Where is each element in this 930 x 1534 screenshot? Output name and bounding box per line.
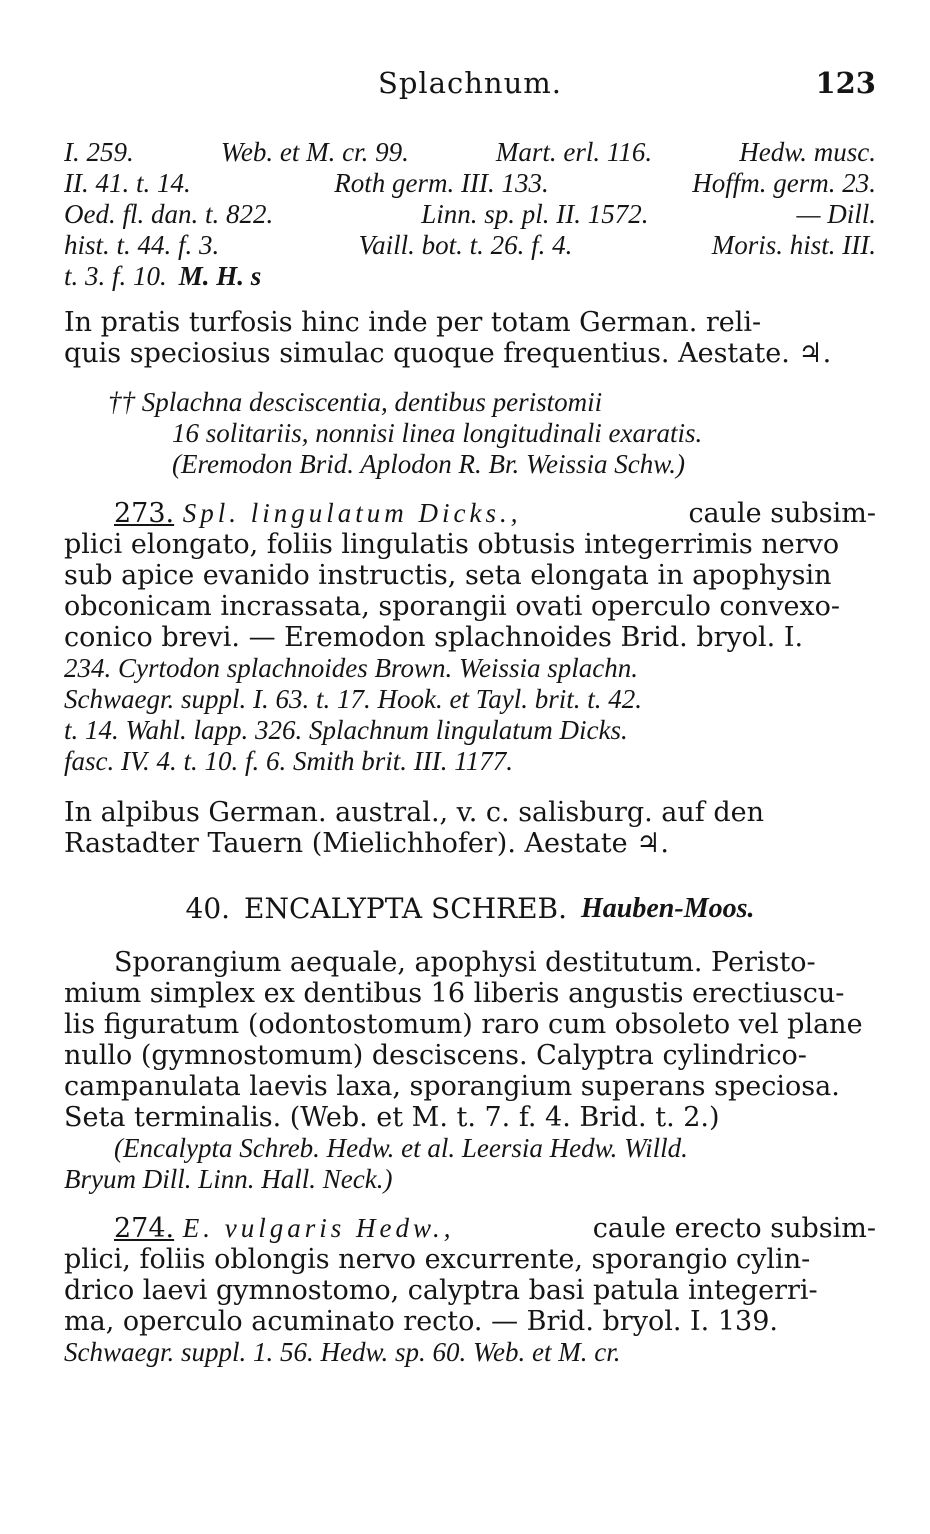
handwritten-mark: M. H. s bbox=[178, 261, 262, 291]
text-line: In alpibus German. austral., v. c. salisburg. auf den bbox=[64, 797, 765, 828]
text-line: mium simplex ex dentibus 16 liberis angustis erectiuscu- bbox=[64, 978, 845, 1009]
section-description bbox=[64, 387, 876, 480]
text-line: †† Splachna desciscentia, dentibus peristomii bbox=[108, 387, 603, 417]
text-line: fasc. IV. 4. t. 10. f. 6. Smith brit. III. 1177. bbox=[64, 746, 513, 776]
text-line: nullo (gymnostomum) desciscens. Calyptra cylindrico- bbox=[64, 1040, 807, 1071]
text-line: 234. Cyrtodon splachnoides Brown. Weissia splachn. bbox=[64, 653, 639, 683]
text-line: Bryum Dill. Linn. Hall. Neck.) bbox=[64, 1164, 393, 1194]
locality-paragraph bbox=[64, 797, 876, 859]
text-line: t. 14. Wahl. lapp. 326. Splachnum lingulatum Dicks. bbox=[64, 715, 628, 745]
text-line: Schwaegr. suppl. I. 63. t. 17. Hook. et Tayl. brit. t. 42. bbox=[64, 684, 642, 714]
text-line: Rastadter Tauern (Mielichhofer). Aestate ♃. bbox=[64, 828, 669, 859]
text-line: lis figuratum (odontostomum) raro cum obsoleto vel plane bbox=[64, 1009, 863, 1040]
text-line: campanulata laevis laxa, sporangium superans speciosa. bbox=[64, 1071, 840, 1102]
text-line: plici, foliis oblongis nervo excurrente, sporangio cylin- bbox=[64, 1244, 811, 1275]
text-line: ma, operculo acuminato recto. — Brid. bryol. I. 139. bbox=[64, 1306, 778, 1337]
text-line: drico laevi gymnostomo, calyptra basi patula integerri- bbox=[64, 1275, 818, 1306]
genus-number: 40. bbox=[185, 892, 231, 925]
text-line: Sporangium aequale, apophysi destitutum. Peristo- bbox=[114, 947, 816, 978]
habitat-paragraph bbox=[64, 307, 876, 369]
running-head: Splachnum. bbox=[378, 66, 562, 100]
species-entry-273 bbox=[64, 498, 876, 777]
text-line: hist. t. 44. f. 3. Vaill. bot. t. 26. f. 4. Moris. hist. III. bbox=[64, 230, 876, 260]
species-name: Spl. lingulatum Dicks., bbox=[182, 498, 522, 528]
page-number: 123 bbox=[815, 66, 876, 100]
species-name: E. vulgaris Hedw., bbox=[182, 1213, 455, 1243]
species-number: 274. bbox=[114, 1213, 175, 1244]
text-line: plici elongato, foliis lingulatis obtusis integerrimis nervo bbox=[64, 529, 840, 560]
genus-description bbox=[64, 947, 876, 1195]
genus-vernacular-name: Hauben-Moos. bbox=[581, 893, 755, 924]
text-line: II. 41. t. 14. Roth germ. III. 133. Hoffm. germ. 23. bbox=[64, 168, 876, 198]
text-line: (Eremodon Brid. Aplodon R. Br. Weissia Schw.) bbox=[172, 449, 685, 479]
page-header bbox=[64, 66, 876, 106]
text-line: In pratis turfosis hinc inde per totam German. reli- bbox=[64, 307, 762, 338]
text-line: sub apice evanido instructis, seta elongata in apophysin bbox=[64, 560, 832, 591]
text-line: 274. E. vulgaris Hedw., caule erecto subsim- bbox=[114, 1213, 876, 1244]
text-line: Seta terminalis. (Web. et M. t. 7. f. 4. Brid. t. 2.) bbox=[64, 1102, 720, 1133]
genus-name: ENCALYPTA SCHREB. bbox=[244, 892, 568, 925]
citation-paragraph bbox=[64, 137, 876, 292]
text-line: 16 solitariis, nonnisi linea longitudinali exaratis. bbox=[172, 418, 703, 448]
text-line: Oed. fl. dan. t. 822. Linn. sp. pl. II. 1572. — Dill. bbox=[64, 199, 876, 229]
text-line: I. 259. Web. et M. cr. 99. Mart. erl. 116. Hedw. musc. bbox=[64, 137, 876, 167]
text-line: t. 3. f. 10. M. H. s bbox=[64, 261, 262, 291]
text-line: (Encalypta Schreb. Hedw. et al. Leersia Hedw. Willd. bbox=[114, 1133, 688, 1163]
text-line: conico brevi. — Eremodon splachnoides Brid. bryol. I. bbox=[64, 622, 804, 653]
species-entry-274 bbox=[64, 1213, 876, 1368]
text-line: Schwaegr. suppl. 1. 56. Hedw. sp. 60. Web. et M. cr. bbox=[64, 1337, 621, 1367]
species-number: 273. bbox=[114, 498, 175, 529]
genus-heading bbox=[64, 893, 876, 924]
text-line: 273. Spl. lingulatum Dicks., caule subsim- bbox=[114, 498, 876, 529]
text-line: quis speciosius simulac quoque frequentius. Aestate. ♃. bbox=[64, 338, 832, 369]
text-line: obconicam incrassata, sporangii ovati operculo convexo- bbox=[64, 591, 841, 622]
